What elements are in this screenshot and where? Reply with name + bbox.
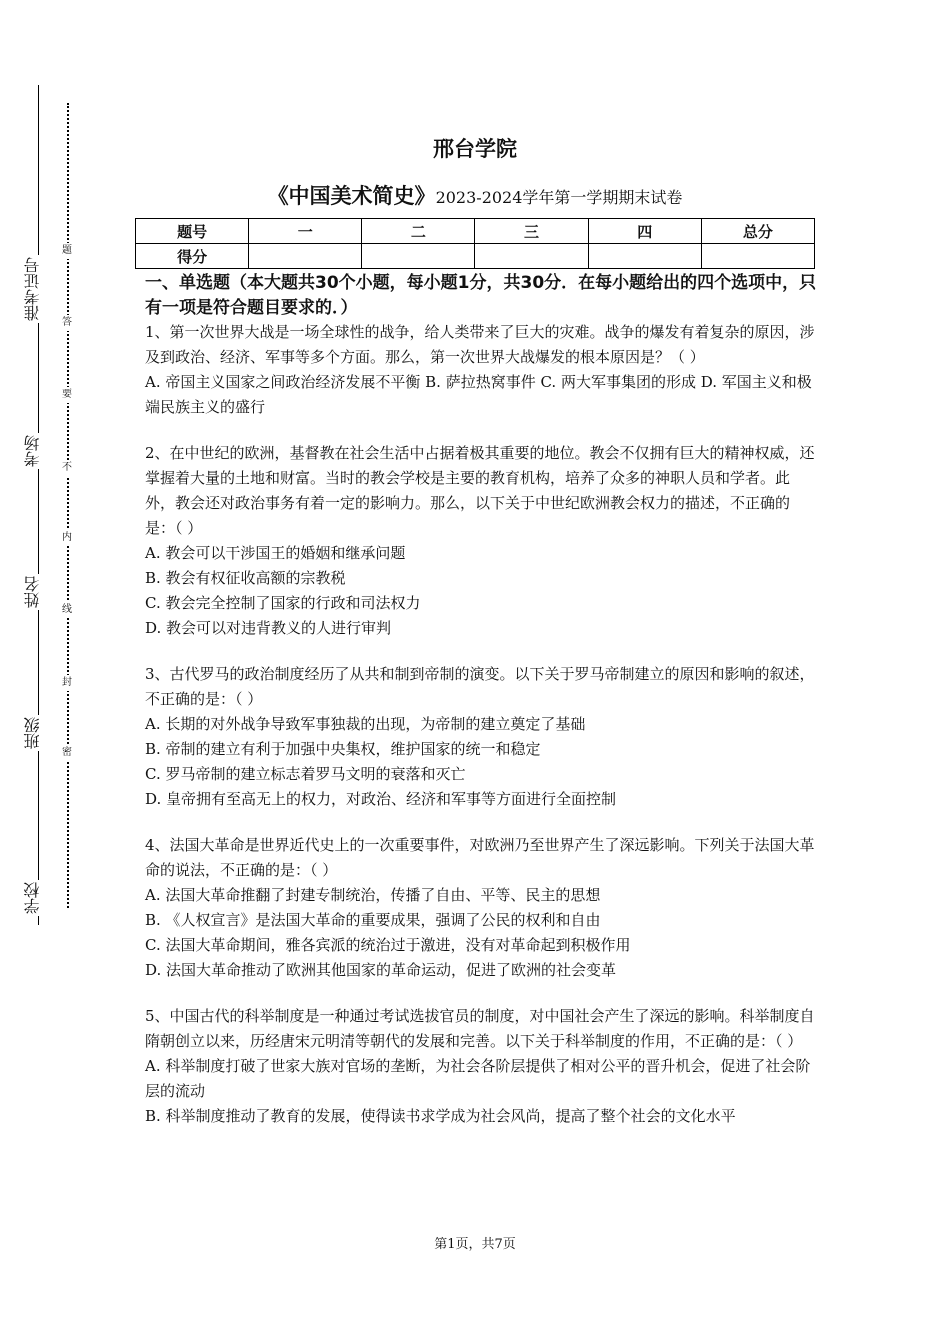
question-option: C. 法国大革命期间，雅各宾派的统治过于激进，没有对革命起到积极作用 xyxy=(145,936,631,954)
label-exam-id: 准考证号 xyxy=(23,257,42,321)
score-cell xyxy=(588,244,701,269)
question-stem: 3、古代罗马的政治制度经历了从共和制到帝制的演变。以下关于罗马帝制建立的原因和影响的叙述，不正确的是：（ ） xyxy=(145,665,815,708)
score-cell xyxy=(362,244,475,269)
score-table xyxy=(135,218,815,269)
question-option: A. 教会可以干涉国王的婚姻和继承问题 xyxy=(145,544,406,562)
score-header-cell: 题号 xyxy=(136,219,249,244)
score-header-cell: 四 xyxy=(588,219,701,244)
term-text: 2023-2024学年第一学期期末试卷 xyxy=(435,188,683,207)
label-school: 学校 xyxy=(23,882,42,914)
question-option: C. 罗马帝制的建立标志着罗马文明的衰落和灭亡 xyxy=(145,765,466,783)
question-stem: 5、中国古代的科举制度是一种通过考试选拔官员的制度，对中国社会产生了深远的影响。科举制度自隋朝创立以来，历经唐宋元明清等朝代的发展和完善。以下关于科举制度的作用，不正确的是：（ ） xyxy=(145,1007,815,1050)
score-cell xyxy=(249,244,362,269)
seal-char: 要 xyxy=(60,387,74,403)
seal-char: 线 xyxy=(60,602,74,618)
exam-subtitle xyxy=(0,180,950,210)
question-stem: 1、第一次世界大战是一场全球性的战争，给人类带来了巨大的灾难。战争的爆发有着复杂的原因，涉及到政治、经济、军事等多个方面。那么，第一次世界大战爆发的根本原因是？（ ） xyxy=(145,323,815,366)
score-header-cell: 三 xyxy=(475,219,588,244)
label-name: 姓名 xyxy=(23,576,42,608)
school-title: 邢台学院 xyxy=(433,137,517,161)
seal-char: 题 xyxy=(60,243,74,259)
seal-char: 不 xyxy=(60,460,74,476)
score-row-label: 得分 xyxy=(136,244,249,269)
question-1 xyxy=(145,320,815,420)
label-class: 班级 xyxy=(23,717,42,749)
seal-dotted-line xyxy=(67,103,69,908)
score-cell xyxy=(701,244,814,269)
question-option: C. 教会完全控制了国家的行政和司法权力 xyxy=(145,594,421,612)
score-header-cell: 二 xyxy=(362,219,475,244)
question-option: B. 《人权宣言》是法国大革命的重要成果，强调了公民的权利和自由 xyxy=(145,911,601,929)
seal-char: 答 xyxy=(60,315,74,331)
question-option: D. 教会可以对违背教义的人进行审判 xyxy=(145,619,392,637)
course-title: 《中国美术简史》 xyxy=(267,184,436,208)
score-header-cell: 一 xyxy=(249,219,362,244)
page-footer: 第1页，共7页 xyxy=(434,1237,516,1252)
question-stem: 4、法国大革命是世界近代史上的一次重要事件，对欧洲乃至世界产生了深远影响。下列关于法国大革命的说法，不正确的是：（ ） xyxy=(145,836,815,879)
question-option: A. 科举制度打破了世家大族对官场的垄断，为社会各阶层提供了相对公平的晋升机会，促进了社会阶层的流动 xyxy=(145,1057,811,1100)
seal-char: 内 xyxy=(60,530,74,546)
question-option: A. 法国大革命推翻了封建专制统治，传播了自由、平等、民主的思想 xyxy=(145,886,601,904)
section-heading: 一、单选题（本大题共30个小题，每小题1分，共30分．在每小题给出的四个选项中，只有一项是符合题目要求的．） xyxy=(145,273,817,318)
question-option: A. 帝国主义国家之间政治经济发展不平衡 B. 萨拉热窝事件 C. 两大军事集团的形成 D. 军国主义和极端民族主义的盛行 xyxy=(145,373,812,416)
score-value-row xyxy=(136,244,815,269)
question-option: B. 科举制度推动了教育的发展，使得读书求学成为社会风尚，提高了整个社会的文化水平 xyxy=(145,1107,736,1125)
label-exam-room: 考场 xyxy=(23,435,42,467)
score-header-row xyxy=(136,219,815,244)
score-cell xyxy=(475,244,588,269)
score-header-cell: 总分 xyxy=(701,219,814,244)
seal-char: 密 xyxy=(60,745,74,761)
question-2 xyxy=(145,441,815,641)
question-option: B. 帝制的建立有利于加强中央集权，维护国家的统一和稳定 xyxy=(145,740,541,758)
question-3 xyxy=(145,662,815,812)
question-option: D. 皇帝拥有至高无上的权力，对政治、经济和军事等方面进行全面控制 xyxy=(145,790,617,808)
question-list xyxy=(145,320,815,1150)
question-option: A. 长期的对外战争导致军事独裁的出现，为帝制的建立奠定了基础 xyxy=(145,715,586,733)
binding-line xyxy=(38,85,39,925)
question-5 xyxy=(145,1004,815,1129)
question-option: B. 教会有权征收高额的宗教税 xyxy=(145,569,346,587)
question-option: D. 法国大革命推动了欧洲其他国家的革命运动，促进了欧洲的社会变革 xyxy=(145,961,617,979)
question-stem: 2、在中世纪的欧洲，基督教在社会生活中占据着极其重要的地位。教会不仅拥有巨大的精神权威，还掌握着大量的土地和财富。当时的教会学校是主要的教育机构，培养了众多的神职人员和学者。此外，教会还对政治事务有着一定的影响力。那么，以下关于中世纪欧洲教会权力的描述，不正确的是：（ ） xyxy=(145,444,815,537)
seal-char: 封 xyxy=(60,675,74,691)
question-4 xyxy=(145,833,815,983)
